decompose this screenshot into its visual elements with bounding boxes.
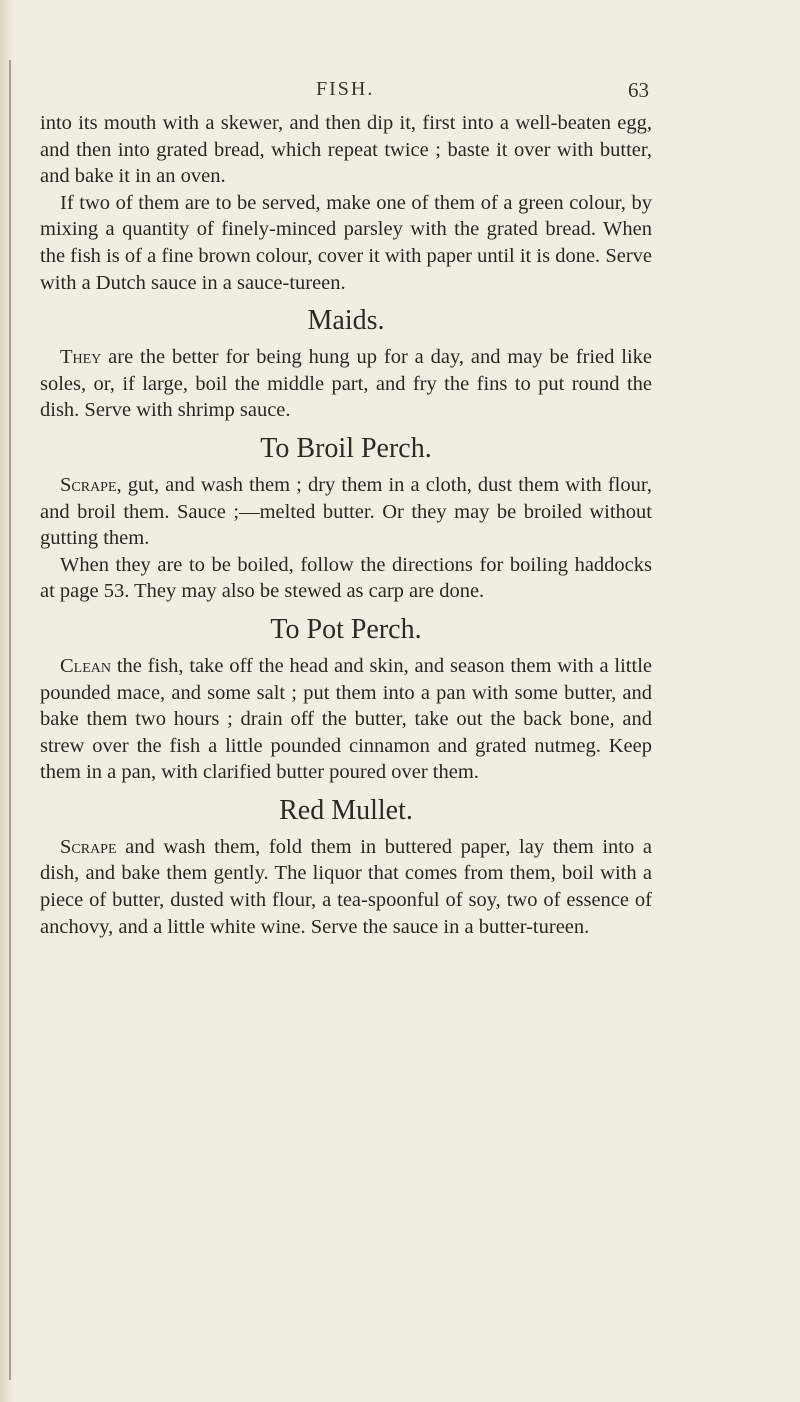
lead-word: Scrape, — [60, 473, 122, 496]
page-edge — [0, 0, 14, 1402]
running-head: FISH. — [316, 78, 375, 100]
section-title-maids: Maids. — [307, 305, 385, 337]
page-header — [0, 78, 800, 104]
paragraph-boil-perch: When they are to be boiled, follow the directions for boiling haddocks at page 53. They may also be stewed as carp are done. — [40, 553, 652, 603]
section-title-pot-perch: To Pot Perch. — [270, 613, 422, 645]
section-title-broil-perch: To Broil Perch. — [260, 432, 432, 464]
section-title-red-mullet: Red Mullet. — [279, 794, 413, 826]
paragraph-text: the fish, take off the head and skin, and season them with a little pounded mace, and some salt ; put them into a pan with some butter, and bake them two hours ; drain off the butter, take out the back bone, and strew over the fish a little pounded cinnamon and grated nutmeg. Keep them in a pan, with clarified butter poured over them. — [40, 654, 652, 784]
paragraph-green-colour: If two of them are to be served, make one of them of a green colour, by mixing a quantity of finely-minced parsley with the grated bread. When the fish is of a fine brown colour, cover it with paper until it is done. Serve with a Dutch sauce in a sauce-tureen. — [40, 191, 652, 294]
paragraph-text: are the better for being hung up for a day, and may be fried like soles, or, if large, boil the middle part, and fry the fins to put round the dish. Serve with shrimp sauce. — [40, 346, 652, 422]
paragraph-broil-perch — [40, 472, 652, 552]
paragraph-maids — [40, 344, 652, 424]
page-number: 63 — [628, 78, 649, 102]
paragraph-text: gut, and wash them ; dry them in a cloth, dust them with flour, and broil them. Sauce ;—melted butter. Or they may be broiled without gutting them. — [40, 473, 652, 550]
page-body — [40, 110, 652, 940]
lead-word: They — [60, 346, 102, 369]
paragraph-text: and wash them, fold them in buttered paper, lay them into a dish, and bake them gently. The liquor that comes from them, boil with a piece of butter, dusted with flour, a tea-spoonful of soy, two of essence of anchovy, and a little white wine. Serve the sauce in a butter-tureen. — [40, 835, 652, 938]
lead-word: Scrape — [60, 835, 117, 858]
paragraph-red-mullet — [40, 834, 652, 940]
paragraph-pot-perch — [40, 653, 652, 786]
paragraph-continued: into its mouth with a skewer, and then dip it, first into a well-beaten egg, and then into grated bread, which repeat twice ; baste it over with butter, and bake it in an oven. — [40, 112, 652, 188]
lead-word: Clean — [60, 654, 111, 677]
